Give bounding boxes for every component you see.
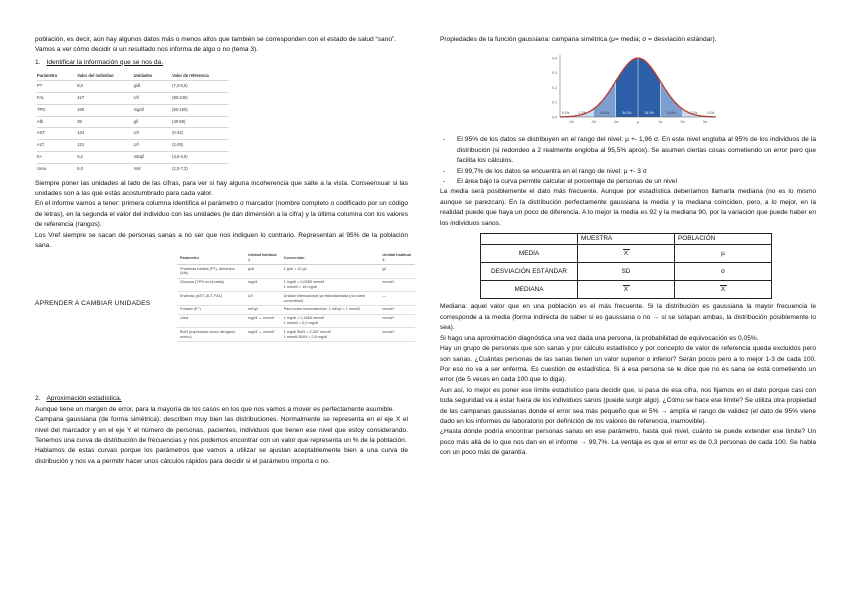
- stats-header-cell: MUESTRA: [578, 234, 675, 245]
- lab-table-cell: 427: [77, 93, 133, 105]
- lab-table-cell: U/l: [134, 128, 172, 140]
- lab-table-cell: Alb: [37, 116, 77, 128]
- conv-table-cell: 1 mg/dl = 0,0555 mmol/l 1 mmol/l = 18 mg/dl: [281, 278, 380, 292]
- lab-table-cell: g/l: [134, 116, 172, 128]
- lab-header-cell: Valor de referencia: [172, 73, 209, 79]
- percentage-label: 13.6%: [666, 111, 676, 116]
- lab-header-cell: Parámetro: [37, 73, 58, 79]
- lab-table-cell: 165: [77, 104, 133, 116]
- report-columns-paragraph: En el informe vamos a tener: primera columna identifica el parámetro o marcador (nombre completo o codificado por un código de letras), en la segunda el valor del individuo con las unidades (le dan dimensión a la cifra) y la última columna con los valores de referencia (rangos).: [35, 200, 408, 229]
- lab-table-row: [37, 128, 229, 140]
- gaussian-band: [616, 59, 638, 118]
- percentage-label: 0.1%: [706, 111, 715, 116]
- section-1-title: Identificar la información que se nos da.: [46, 58, 164, 66]
- stats-value: [623, 285, 630, 293]
- lab-table-cell: 6,2: [77, 152, 133, 164]
- median-definition-paragraph: Mediana: aquel valor que en una población es el más frecuente. Si la distribución es gaussiana la mayor frecuencia le corresponde a la media (forma indirecta de saber si es gaussiana o no → si se solapan ambas, la distribución posiblemente lo sea).: [440, 303, 816, 332]
- x-tick-label: 1σ: [658, 120, 663, 125]
- y-tick-label: 0.1: [552, 100, 557, 105]
- stats-value-text: X: [623, 285, 629, 293]
- y-tick-label: 0.0: [552, 115, 557, 120]
- percentage-label: 0.1%: [561, 111, 570, 116]
- conv-header-cell: Parámetro: [177, 252, 245, 264]
- error-margin-paragraph: Aunque tiene un margen de error, para la mayoría de los casos en los que nos vamos a mover es perfectamente asumible.: [35, 405, 395, 413]
- conv-table-cell: mmol/l: [379, 278, 415, 292]
- percentage-label: 2.1%: [690, 111, 698, 116]
- stats-cell: [578, 263, 675, 281]
- lab-parameters-table: [37, 71, 229, 174]
- conv-header-cell: Conversión: [281, 252, 380, 264]
- stats-cell: [675, 281, 772, 299]
- lab-header-cell: Unidades: [133, 73, 153, 79]
- x-tick-label: -1σ: [613, 120, 619, 125]
- conv-table-cell: 1 g/dl = 10 g/l: [281, 265, 380, 279]
- stats-cell: [578, 245, 675, 263]
- stats-table-body: [481, 245, 772, 299]
- probability-paragraph: Si hago una aproximación diagnóstica una vez dada una persona, la probabilidad de equivocación es 0,05%.: [440, 334, 759, 342]
- conv-header-row: [177, 252, 415, 264]
- lab-table-cell: AST: [37, 128, 77, 140]
- gaussian-curve-figure: [540, 51, 720, 129]
- bullet-item: - El 95% de los datos se distribuyen en el rango del nivel: μ +- 1,96 σ. En este nivel engloba al 95% de los individuos de la distribución (si redondeo a 2 realmente engloba al 95,5% aprox). Se asumen ciertas cosas cometiendo un error pero que facilita los cálculos.: [440, 135, 816, 166]
- units-paragraph: Siempre poner las unidades al lado de las cifras, para ver si hay alguna incoherencia que salte a la vista. Conseensuar si las unidades son a las que estás acostumbrado para cada valor.: [35, 179, 408, 197]
- conv-table-cell: 1 mg/dl BUN = 0,357 mmol/l 1 mmol/l BUN = 2,8 mg/dl: [281, 328, 380, 342]
- x-tick-label: 3σ: [702, 120, 707, 125]
- stats-value: [720, 285, 727, 293]
- lab-table-body: [37, 81, 229, 175]
- stats-cell: [675, 263, 772, 281]
- gaussian-properties-title: Propiedades de la función gaussiana: campana simétrica (μ= media; σ = desviación estándar).: [440, 36, 717, 43]
- percentage-label: 34.1%: [622, 111, 632, 116]
- healthy-excluded-paragraph: Hay un grupo de personas que son sanas y por cálculo estadístico y por concepto de valor de referencia queda excluidos pero son sanas. ¿Cuántas personas de las sanas tienen un valor superior o inferior? Serán pocos pero a lo mejor 1-3 de cada 100. Por eso no va a ser enferma. Es cuestión de estadística. Si a esa persona se le dice que no es sana se está cometiendo un error (de 5 veces en cada 100 que lo diga).: [440, 345, 816, 384]
- stats-row: [481, 245, 772, 263]
- learn-units-label: APRENDER A CAMBIAR UNIDADES: [35, 300, 151, 308]
- lab-table-cell: (2,0-7,3): [172, 163, 229, 174]
- unit-conversion-table: [177, 252, 415, 341]
- stats-header-cell: [481, 234, 578, 245]
- bullet-item: - El 99,7% de los datos se encuentra en el rango de nivel: μ +- 3 σ: [440, 167, 816, 177]
- y-tick-label: 0.2: [552, 86, 557, 91]
- stats-row: [481, 281, 772, 299]
- intro-paragraph-2: Vamos a ver cómo decidir si un resultado nos informa de algo o no (tema 3).: [35, 46, 259, 54]
- lab-table-cell: (40-58): [172, 116, 229, 128]
- section-2-title: Aproximación estadística.: [46, 395, 122, 403]
- stats-value-text: σ: [721, 267, 725, 275]
- curves-paragraph: Hablamos de estas curvas porque los parámetros que vamos a utilizar se ajustan aceptablemente bien a una curva de distribución y nos va a permitir hacer unos cálculos rápidos para decidir si el parámetro importa o no.: [35, 447, 408, 465]
- lab-table-cell: Urea: [37, 163, 77, 174]
- lab-table-cell: g/dl: [134, 81, 172, 93]
- lab-table-cell: mg/dl: [134, 104, 172, 116]
- stats-value-text: X: [623, 249, 629, 257]
- conv-table-cell: mEq/l: [245, 305, 281, 314]
- lab-table-row: [37, 81, 229, 93]
- reference-values-paragraph: Los Vref siempre se sacan de personas sanas a no ser que nos indiquen lo contrario. Representan al 95% de la población sana.: [35, 231, 408, 250]
- stats-header-cell: POBLACIÓN: [675, 234, 772, 245]
- lab-table-cell: 134: [77, 128, 133, 140]
- lab-table-cell: mM: [134, 163, 172, 174]
- stats-row-label: MEDIANA: [481, 281, 578, 299]
- lab-table-row: [37, 140, 229, 152]
- lab-table-cell: 8,0: [77, 81, 133, 93]
- section-1-number: 1.: [35, 58, 41, 66]
- sample-population-table: [480, 233, 772, 299]
- x-tick-label: -2σ: [590, 120, 597, 125]
- stats-value: [721, 268, 725, 275]
- lab-table-cell: U/l: [134, 140, 172, 152]
- conv-table-cell: mmol/l: [379, 305, 415, 314]
- lab-table-row: [37, 163, 229, 174]
- stats-row: [481, 263, 772, 281]
- section-2-number: 2.: [35, 395, 41, 403]
- conv-table-cell: Unidad internacional ya estandarizada (no suele convertirse): [281, 292, 380, 306]
- conv-table-cell: 1 mg/dl = 0,1665 mmol/l 1 mmol/l = 6,0 mg/dl: [281, 314, 380, 328]
- conv-table-cell: —: [379, 292, 415, 306]
- gaussian-band: [638, 59, 660, 118]
- lab-table-cell: (3,5-4,5): [172, 152, 229, 164]
- lab-table-cell: (80-240): [172, 93, 229, 105]
- lab-table-cell: TPG: [37, 104, 77, 116]
- stats-header-row: [481, 234, 772, 245]
- lab-table-cell: 121: [77, 140, 133, 152]
- bullet-item: - El área bajo la curva permite calcular el porcentaje de personas de un nivel: [440, 177, 816, 187]
- conv-table-cell: U/l: [245, 292, 281, 306]
- percentage-label: 13.6%: [600, 111, 610, 116]
- stats-value: [623, 249, 630, 257]
- conv-table-body: [177, 265, 415, 342]
- lab-table-cell: (50-150): [172, 104, 229, 116]
- extend-limit-paragraph: ¿Hasta dónde podría encontrar personas sanas en ese parámetro, hasta qué nivel, cuánto se puede extender ese límite? Un poco más allá de lo que nos dan en el informe → 99,7%. La ventaja es que el error es de 0,3 personas de cada 100. Se habla con un poco más de garantía.: [440, 428, 816, 457]
- conv-table-cell: g/l: [379, 265, 415, 279]
- section-1-heading: [35, 58, 408, 68]
- conv-table-cell: mg/dl: [245, 278, 281, 292]
- stats-row-label: DESVIACIÓN ESTÁNDAR: [481, 263, 578, 281]
- median-paragraph: La media será posiblemente el dato más frecuente. Aunque por estadística deberíamos llamarla mediana (no es lo mismo aunque se parezcan). En la distribución perfectamente gaussiana la media y la mediana coinciden, pero, a lo mejor, en la realidad puede que haya un poco de diferencia. A lo mejor la media es 92 y la mediana 90, por la variación que puede haber en los individuos sanos.: [440, 188, 816, 227]
- conv-table-cell: mg/dl ↔ mmol/l: [245, 328, 281, 342]
- lab-table-row: [37, 152, 229, 164]
- left-column: [35, 35, 411, 467]
- conv-table-row: [177, 305, 415, 314]
- lab-table-cell: U/l: [134, 93, 172, 105]
- intro-paragraph-1: población, es decir, aún hay algunos datos más o menos altos que también se corresponden con el estado de salud “sano”.: [35, 36, 397, 43]
- lab-header-cell: Valor del individuo: [77, 73, 114, 79]
- lab-table-cell: FAL: [37, 93, 77, 105]
- lab-table-row: [37, 116, 229, 128]
- statistical-limit-paragraph: Aun así, lo mejor es poner ese límite estadístico para decidir que, si pasa de esa cifra, nos fijamos en el dato porque casi con toda seguridad va a estar fuera de los individuos sanos (puede surgir algo). ¿Cómo se hace ese límite? Se utiliza otra propiedad de las campanas gaussianas donde el error sea más pequeño que el 5% → amplía el rango de validez (el dato de 95% viene dado en los informes de laboratorio por definición de los valores de referencia, inamovible).: [440, 386, 816, 425]
- stats-value: [721, 250, 725, 257]
- conv-table-cell: Enzimas (AST, ALT, FAL): [177, 292, 245, 306]
- conv-header-cell: Unidad habitual 2: [379, 252, 415, 264]
- conv-table-row: [177, 278, 415, 292]
- conv-table-cell: Potasio (K⁺): [177, 305, 245, 314]
- conv-table-cell: mmol/l: [379, 328, 415, 342]
- lab-table-cell: 39: [77, 116, 133, 128]
- x-tick-label: 2σ: [680, 120, 685, 125]
- conv-table-row: [177, 292, 415, 306]
- lab-table-cell: 6,0: [77, 163, 133, 174]
- y-tick-label: 0.3: [552, 71, 557, 76]
- lab-table-cell: (0-32): [172, 128, 229, 140]
- conv-table-cell: g/dl: [245, 265, 281, 279]
- stats-value-text: μ: [721, 249, 725, 257]
- lab-table-cell: (2-29): [172, 140, 229, 152]
- stats-value: [622, 268, 631, 275]
- lab-table-row: [37, 104, 229, 116]
- stats-cell: [578, 281, 675, 299]
- right-column: [440, 35, 816, 459]
- conv-table-cell: Urea: [177, 314, 245, 328]
- lab-table-row: [37, 93, 229, 105]
- stats-cell: [675, 245, 772, 263]
- x-tick-label: μ: [636, 120, 640, 125]
- lab-table-header-row: [37, 71, 229, 81]
- conv-table-cell: BUN (expresado como nitrógeno ureico): [177, 328, 245, 342]
- conv-table-cell: mg/dl ↔ mmol/l: [245, 314, 281, 328]
- gaussian-bell-paragraph: Campana gaussiana (de forma simétrica): describen muy bien las distribuciones. Normalmente se representa en el eje X el nivel del marcador y en el eje Y el número de personas, pacientes, individuos que tienen ese nivel que estoy considerando. Tenemos una curva de distribución de frecuencias y nos podemos encontrar con un valor que representa un % de la población.: [35, 416, 408, 445]
- unit-conversion-block: [35, 252, 411, 392]
- percentage-label: 2.1%: [578, 111, 586, 116]
- stats-value-text: X: [720, 285, 726, 293]
- lab-table-cell: (7,2-8,5): [172, 81, 229, 93]
- gaussian-bullets: [440, 135, 816, 187]
- conv-table-row: [177, 314, 415, 328]
- conv-table-cell: Glucosa (TPG en la tabla): [177, 278, 245, 292]
- x-tick-label: -3σ: [568, 120, 574, 125]
- section-2-heading: [35, 394, 408, 404]
- stats-value-text: SD: [621, 267, 631, 275]
- lab-table-cell: PT: [37, 81, 77, 93]
- lab-table-cell: mEq/l: [134, 152, 172, 164]
- conv-table-cell: mmol/l: [379, 314, 415, 328]
- stats-row-label: MEDIA: [481, 245, 578, 263]
- conv-table-row: [177, 328, 415, 342]
- lab-table-cell: K+: [37, 152, 77, 164]
- conv-header-cell: Unidad habitual 1: [245, 252, 281, 264]
- percentage-label: 34.1%: [644, 111, 654, 116]
- conv-table-row: [177, 265, 415, 279]
- conv-table-cell: Para iones monovalentes: 1 mEq/l = 1 mmol/l: [281, 305, 380, 314]
- conv-table-cell: Proteínas totales (PT), Albúmina (Alb): [177, 265, 245, 279]
- y-tick-label: 0.4: [552, 56, 557, 61]
- lab-table-cell: ALT: [37, 140, 77, 152]
